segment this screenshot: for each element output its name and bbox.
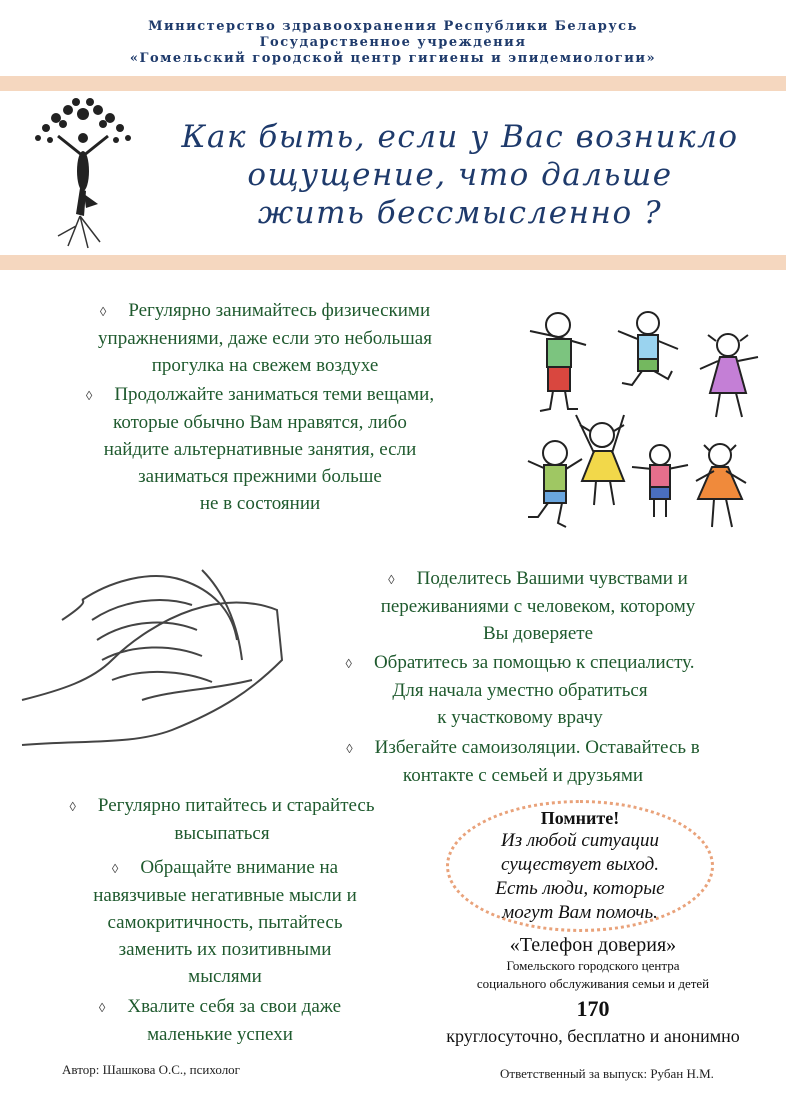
tip-eat-sleep: ◊ Регулярно питайтесь и старайтесь высыпаться — [69, 795, 375, 844]
hotline-number: 170 — [576, 996, 610, 1021]
author-credit: Автор: Шашкова О.С., психолог — [62, 1062, 241, 1077]
diamond-bullet-icon: ◊ — [346, 741, 353, 756]
diamond-bullet-icon: ◊ — [345, 656, 352, 671]
tip-avoid-isolation: ◊ Избегайте самоизоляции. Оставайтесь в контакте с семьей и друзьями — [346, 737, 700, 786]
tip-see-specialist: ◊ Обратитесь за помощью к специалисту. Для начала уместно обратиться к участковому врачу — [345, 652, 695, 728]
remember-line-2: существует выход. — [501, 854, 659, 875]
diamond-bullet-icon: ◊ — [85, 388, 93, 403]
clasped-hands-illustration — [22, 540, 292, 760]
hotline-block — [412, 933, 774, 1048]
hotline-org-line-2: социального обслуживания семьи и детей — [476, 976, 710, 991]
tip-share-feelings: ◊ Поделитесь Вашими чувствами и переживаниями с человеком, которому Вы доверяете — [380, 568, 696, 644]
title-line-1: Как быть, если у Вас возникло — [181, 119, 739, 155]
playing-children-illustration — [520, 305, 780, 535]
remember-callout — [446, 800, 714, 932]
tip-hobbies: ◊ Продолжайте заниматься теми вещами, которые обычно Вам нравятся, либо найдите альтернативные занятия, если заниматься прежними больше не в состоянии — [85, 384, 435, 514]
diamond-bullet-icon: ◊ — [111, 861, 119, 876]
tree-person-icon — [28, 96, 138, 252]
title-line-2: ощущение, что дальше — [247, 157, 673, 193]
remember-line-4: могут Вам помочь. — [502, 902, 658, 923]
hotline-title: «Телефон доверия» — [509, 934, 677, 956]
diamond-bullet-icon: ◊ — [69, 799, 76, 814]
remember-title: Помните! — [540, 808, 620, 828]
remember-line-3: Есть люди, которые — [495, 878, 665, 899]
top-band-lower — [0, 255, 786, 270]
ministry-line-3: «Гомельский городской центр гигиены и эпидемиологии» — [129, 51, 657, 66]
main-title — [140, 118, 780, 232]
top-band-upper — [0, 76, 786, 91]
hotline-note: круглосуточно, бесплатно и анонимно — [446, 1026, 740, 1046]
ministry-line-1: Министерство здравоохранения Республики Беларусь — [148, 19, 638, 34]
ministry-line-2: Государственное учреждения — [259, 35, 527, 50]
tip-praise-yourself: ◊ Хвалите себя за свои даже маленькие успехи — [98, 996, 342, 1045]
diamond-bullet-icon: ◊ — [388, 572, 395, 587]
ministry-header — [0, 19, 786, 67]
hotline-org-line-1: Гомельского городского центра — [506, 958, 680, 973]
diamond-bullet-icon: ◊ — [99, 304, 107, 319]
tip-exercise: ◊ Регулярно занимайтесь физическими упражнениями, даже если это небольшая прогулка на свежем воздухе — [98, 300, 432, 376]
remember-line-1: Из любой ситуации — [501, 830, 659, 851]
responsible-credit: Ответственный за выпуск: Рубан Н.М. — [500, 1066, 714, 1081]
tip-negative-thoughts: ◊ Обращайте внимание на навязчивые негативные мысли и самокритичность, пытайтесь заменить их позитивными мыслями — [93, 857, 357, 987]
diamond-bullet-icon: ◊ — [98, 1000, 106, 1015]
title-line-3: жить бессмысленно ? — [257, 195, 663, 231]
